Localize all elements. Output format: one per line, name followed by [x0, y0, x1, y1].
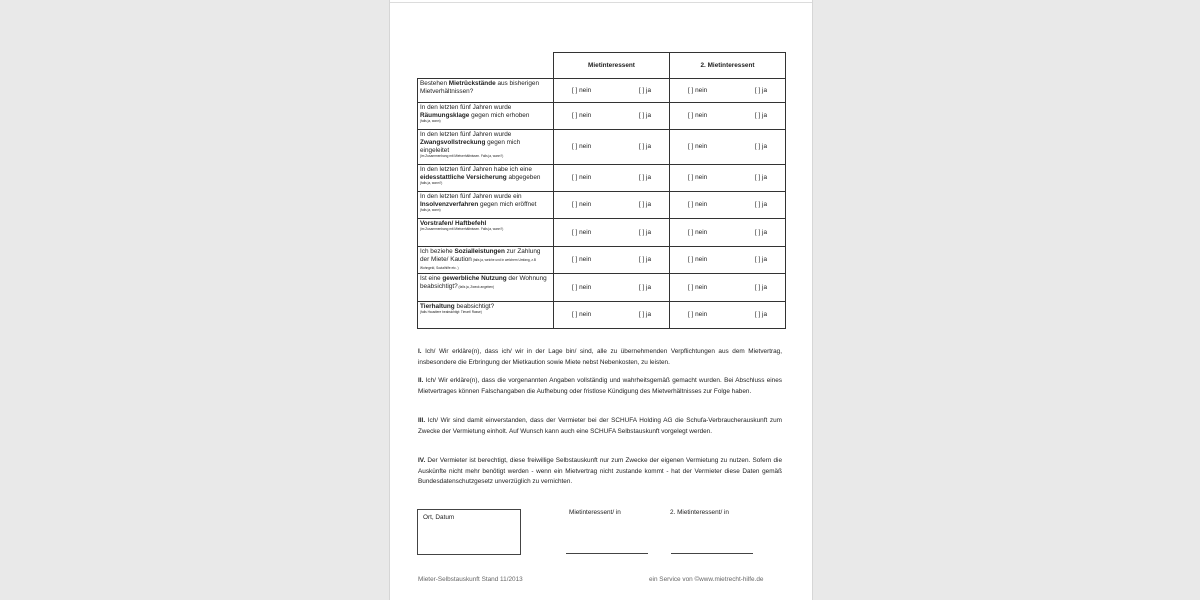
tenant1-answer-cell	[554, 103, 670, 130]
question-text: In den letzten fünf Jahren wurde ein	[420, 193, 522, 200]
question-cell	[418, 274, 554, 302]
paragraph-number: I.	[418, 348, 422, 355]
tenant1-answer-cell	[554, 165, 670, 192]
tenant2-answer-cell	[670, 192, 786, 219]
question-text: Ich beziehe	[420, 248, 455, 255]
questionnaire-table	[417, 52, 786, 329]
tenant2-signature-line[interactable]	[671, 553, 753, 554]
question-note: (im Zusammenhang mit Mietverhältnissen. Falls ja, wann?)	[420, 154, 504, 158]
tenant2-yes-checkbox[interactable]: [ ] ja	[754, 143, 767, 150]
tenant1-answer-cell	[554, 274, 670, 302]
question-text: Ist eine	[420, 275, 443, 282]
question-keyword: Mietrückstände	[448, 80, 496, 87]
tenant1-yes-checkbox[interactable]: [ ] ja	[638, 201, 651, 208]
tenant1-no-checkbox[interactable]: [ ] nein	[572, 256, 592, 263]
table-row	[418, 219, 786, 247]
question-text: Bestehen	[420, 80, 449, 87]
tenant2-yes-checkbox[interactable]: [ ] ja	[754, 256, 767, 263]
tenant2-no-checkbox[interactable]: [ ] nein	[688, 201, 708, 208]
tenant2-yes-checkbox[interactable]: [ ] ja	[754, 174, 767, 181]
question-text: zur Zahlung der Miete/ Kaution	[420, 248, 541, 263]
tenant2-no-checkbox[interactable]: [ ] nein	[688, 256, 708, 263]
paragraph-number: II.	[418, 377, 424, 384]
tenant1-no-checkbox[interactable]: [ ] nein	[572, 283, 592, 291]
paragraph-text: Ich/ Wir erkläre(n), dass die vorgenannten Angaben vollständig und wahrheitsgemäß gemacht wurden. Bei Abschluss eines Mietvertrages können Falschangaben die Aufhebung oder fristlose Kündigung des Mietverhältnisses zur Folge haben.	[418, 377, 782, 395]
question-text: In den letzten fünf Jahren habe ich eine	[420, 166, 532, 173]
place-date-label: Ort, Datum	[423, 514, 455, 521]
tenant2-yes-checkbox[interactable]: [ ] ja	[754, 228, 767, 236]
tenant1-no-checkbox[interactable]: [ ] nein	[572, 143, 592, 150]
question-cell	[418, 165, 554, 192]
question-cell	[418, 219, 554, 247]
paragraph-number: III.	[418, 417, 426, 424]
question-cell	[418, 79, 554, 103]
question-keyword: Räumungsklage	[420, 112, 470, 119]
tenant2-answer-cell	[670, 302, 786, 329]
question-keyword: Zwangsvollstreckung	[420, 139, 486, 146]
tenant1-yes-checkbox[interactable]: [ ] ja	[638, 86, 651, 94]
tenant2-no-checkbox[interactable]: [ ] nein	[688, 228, 708, 236]
tenant2-answer-cell	[670, 103, 786, 130]
tenant1-no-checkbox[interactable]: [ ] nein	[572, 311, 592, 318]
tenant2-no-checkbox[interactable]: [ ] nein	[688, 143, 708, 150]
question-note: (falls ja, welche und in welchem Umfang, z.B Wohngeld, Sozialhilfe etc. )	[420, 258, 537, 270]
question-text: der Wohnung beabsichtigt?	[420, 275, 547, 290]
question-text: abgegeben	[506, 174, 541, 181]
tenant1-answer-cell	[554, 247, 670, 274]
tenant2-no-checkbox[interactable]: [ ] nein	[688, 112, 708, 119]
header-tenant2: 2. Mietinteressent	[670, 53, 786, 79]
paragraph-text: Ich/ Wir erkläre(n), dass ich/ wir in der Lage bin/ sind, alle zu übernehmenden Verpflichtungen aus dem Mietvertrag, insbesondere die Erbringung der Mietkaution sowie Miete nebst Nebenkosten, zu leisten.	[418, 348, 782, 366]
question-note: (falls ja, wann)	[420, 119, 441, 123]
tenant1-answer-cell	[554, 192, 670, 219]
tenant2-yes-checkbox[interactable]: [ ] ja	[754, 283, 767, 291]
tenant2-no-checkbox[interactable]: [ ] nein	[688, 174, 708, 181]
tenant2-no-checkbox[interactable]: [ ] nein	[688, 86, 708, 94]
tenant2-answer-cell	[670, 274, 786, 302]
question-text: In den letzten fünf Jahren wurde	[420, 104, 512, 111]
question-note: (falls ja, Zweck angeben)	[457, 285, 494, 289]
paragraph-text: Ich/ Wir sind damit einverstanden, dass der Vermieter bei der SCHUFA Holding AG die Schufa-Verbraucherauskunft zum Zwecke der Vermietung einholt. Auf Wunsch kann auch eine SCHUFA Selbstauskunft vorgelegt werden.	[418, 417, 782, 435]
tenant2-signature-label: 2. Mietinteressent/ in	[670, 509, 729, 516]
tenant1-answer-cell	[554, 219, 670, 247]
footer-left: Mieter-Selbstauskunft Stand 11/2013	[418, 576, 523, 583]
tenant2-answer-cell	[670, 219, 786, 247]
tenant2-answer-cell	[670, 79, 786, 103]
tenant1-answer-cell	[554, 302, 670, 329]
header-blank-cell	[418, 53, 554, 79]
tenant2-answer-cell	[670, 165, 786, 192]
tenant1-no-checkbox[interactable]: [ ] nein	[572, 228, 592, 236]
tenant1-yes-checkbox[interactable]: [ ] ja	[638, 112, 651, 119]
tenant1-no-checkbox[interactable]: [ ] nein	[572, 174, 592, 181]
declaration-paragraph	[418, 347, 782, 368]
table-header-row	[418, 53, 786, 79]
table-row	[418, 302, 786, 329]
tenant1-yes-checkbox[interactable]: [ ] ja	[638, 283, 651, 291]
table-row	[418, 79, 786, 103]
tenant2-yes-checkbox[interactable]: [ ] ja	[754, 86, 767, 94]
question-cell	[418, 302, 554, 329]
tenant2-no-checkbox[interactable]: [ ] nein	[688, 283, 708, 291]
question-text: gegen mich erhoben	[469, 112, 530, 119]
question-cell	[418, 103, 554, 130]
question-text: beabsichtigt?	[454, 303, 495, 310]
tenant2-yes-checkbox[interactable]: [ ] ja	[754, 311, 767, 318]
tenant2-answer-cell	[670, 130, 786, 165]
table-row	[418, 274, 786, 302]
question-keyword: Sozialleistungen	[454, 248, 505, 255]
tenant2-yes-checkbox[interactable]: [ ] ja	[754, 112, 767, 119]
header-tenant1: Mietinteressent	[554, 53, 670, 79]
question-cell	[418, 247, 554, 274]
declaration-paragraph	[418, 376, 782, 397]
tenant1-yes-checkbox[interactable]: [ ] ja	[638, 174, 651, 181]
table-row	[418, 247, 786, 274]
tenant1-yes-checkbox[interactable]: [ ] ja	[638, 311, 651, 318]
tenant1-no-checkbox[interactable]: [ ] nein	[572, 112, 592, 119]
question-text: aus bisherigen Mietverhältnissen?	[420, 80, 540, 95]
tenant1-yes-checkbox[interactable]: [ ] ja	[638, 143, 651, 150]
place-date-box[interactable]	[417, 509, 521, 555]
question-keyword: eidesstattliche Versicherung	[420, 174, 507, 181]
question-cell	[418, 130, 554, 165]
tenant2-no-checkbox[interactable]: [ ] nein	[688, 311, 708, 318]
question-keyword: Vorstrafen/ Haftbefehl	[420, 220, 487, 227]
declaration-paragraph	[418, 416, 782, 437]
tenant1-yes-checkbox[interactable]: [ ] ja	[638, 228, 651, 236]
tenant1-answer-cell	[554, 79, 670, 103]
question-keyword: Insolvenzverfahren	[420, 201, 479, 208]
tenant1-yes-checkbox[interactable]: [ ] ja	[638, 256, 651, 263]
question-note: (falls ja, wann)	[420, 208, 441, 212]
tenant1-no-checkbox[interactable]: [ ] nein	[572, 201, 592, 208]
tenant2-answer-cell	[670, 247, 786, 274]
tenant1-signature-line[interactable]	[566, 553, 648, 554]
question-text: gegen mich eingeleitet	[420, 139, 521, 154]
tenant1-signature-label: Mietinteressent/ in	[569, 509, 621, 516]
question-note: (falls ja, wann?)	[420, 181, 443, 185]
question-keyword: gewerbliche Nutzung	[442, 275, 507, 282]
tenant1-answer-cell	[554, 130, 670, 165]
paragraph-number: IV.	[418, 457, 426, 464]
paragraph-text: Der Vermieter ist berechtigt, diese freiwillige Selbstauskunft nur zum Zwecke der eigenen Vermietung zu nutzen. Sofern die Auskünfte nicht mehr benötigt werden - wenn ein Mietvertrag nicht zustande kommt - hat der Vermieter diese Daten gemäß Bundesdatenschutzgesetz unverzüglich zu vernichten.	[418, 457, 782, 486]
table-row	[418, 165, 786, 192]
question-cell	[418, 192, 554, 219]
declaration-paragraph	[418, 456, 782, 488]
document-page	[389, 0, 813, 600]
footer-right: ein Service von ©www.mietrecht-hilfe.de	[649, 576, 764, 583]
page-divider	[390, 2, 812, 3]
question-text: In den letzten fünf Jahren wurde	[420, 131, 512, 138]
table-row	[418, 130, 786, 165]
tenant2-yes-checkbox[interactable]: [ ] ja	[754, 201, 767, 208]
question-text: gegen mich eröffnet	[478, 201, 537, 208]
tenant1-no-checkbox[interactable]: [ ] nein	[572, 86, 592, 94]
table-row	[418, 103, 786, 130]
question-note: (falls Haustiere beabsichtigt: Tierart/ Rasse)	[420, 310, 482, 314]
table-row	[418, 192, 786, 219]
question-note: (im Zusammenhang mit Mietverhältnissen. Falls ja, wann?)	[420, 227, 504, 231]
question-keyword: Tierhaltung	[420, 303, 455, 310]
